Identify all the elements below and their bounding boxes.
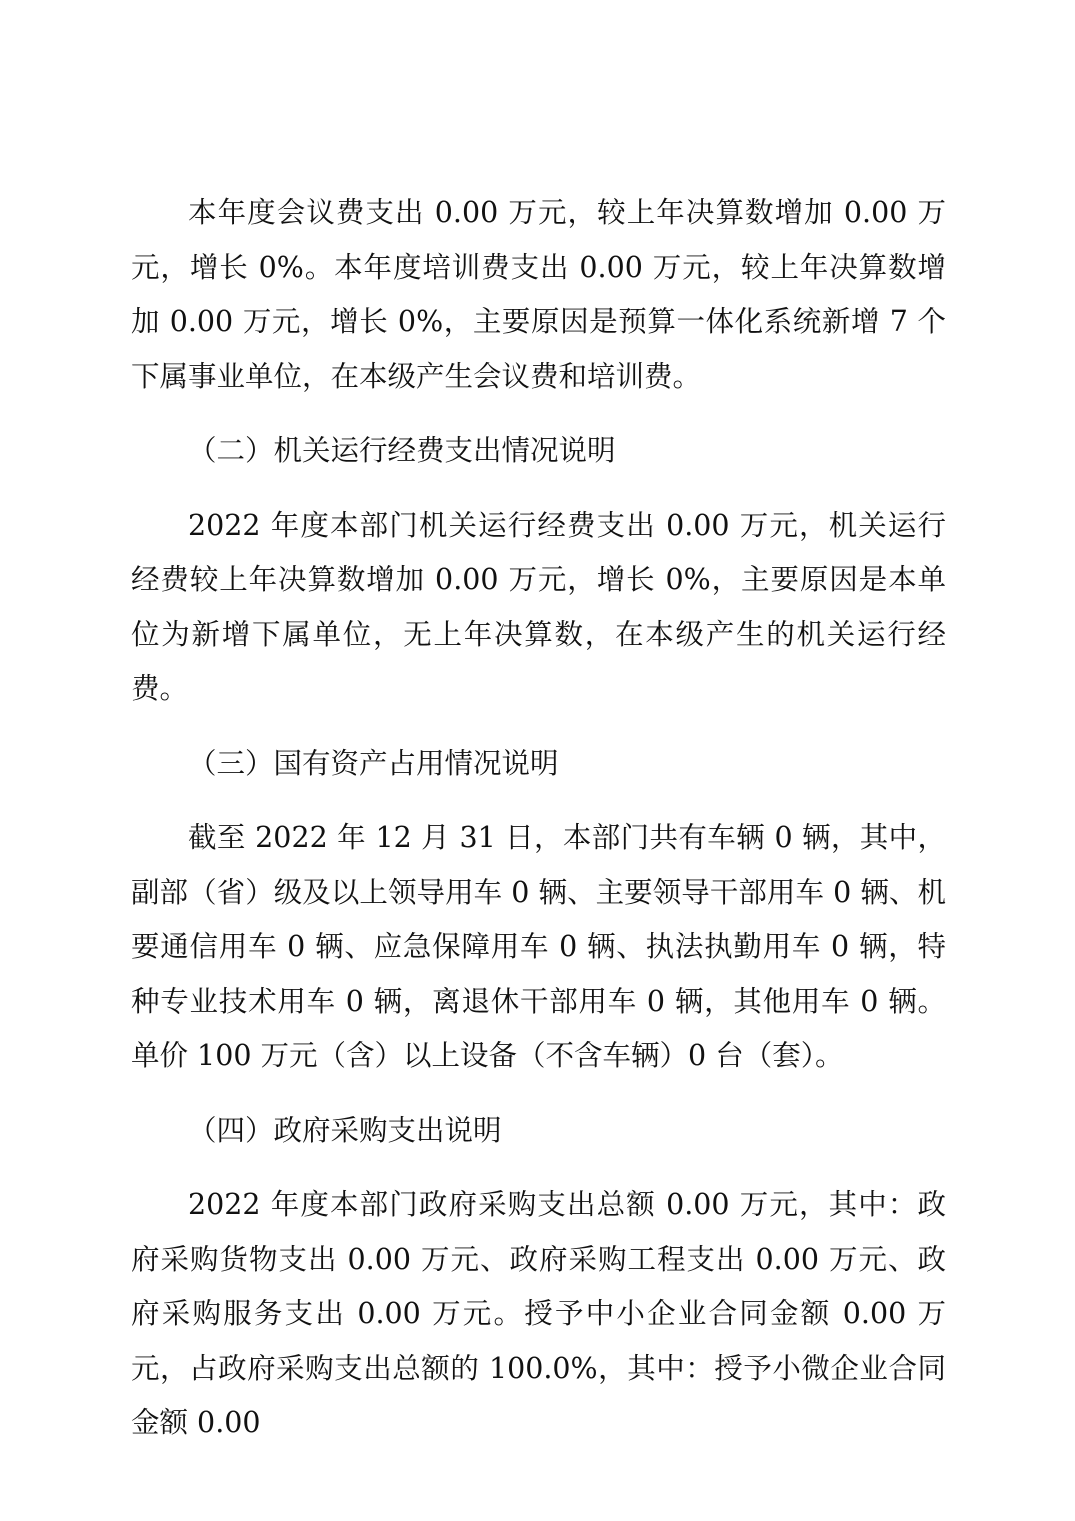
paragraph-meeting-training-expense: 本年度会议费支出 0.00 万元，较上年决算数增加 0.00 万元，增长 0%。本年度培训费支出 0.00 万元，较上年决算数增加 0.00 万元，增长 0%，主要原因是预算一体化系统新增 7 个下属事业单位，在本级产生会议费和培训费。	[131, 196, 946, 393]
section-heading-procurement: （四）政府采购支出说明	[188, 1113, 502, 1147]
document-body	[131, 186, 946, 1451]
section-heading-operating-expense: （二）机关运行经费支出情况说明	[188, 434, 616, 467]
paragraph-operating-expense: 2022 年度本部门机关运行经费支出 0.00 万元，机关运行经费较上年决算数增加 0.00 万元，增长 0%，主要原因是本单位为新增下属单位，无上年决算数，在本级产生的机关运行经费。	[131, 508, 946, 705]
paragraph-procurement: 2022 年度本部门政府采购支出总额 0.00 万元，其中：政府采购货物支出 0.00 万元、政府采购工程支出 0.00 万元、政府采购服务支出 0.00 万元。授予中小企业合同金额 0.00 万元，占政府采购支出总额的 100.0%，其中：授予小微企业合同金额 0.00	[131, 1188, 946, 1439]
paragraph-state-assets: 截至 2022 年 12 月 31 日，本部门共有车辆 0 辆，其中，副部（省）级及以上领导用车 0 辆、主要领导干部用车 0 辆、机要通信用车 0 辆、应急保障用车 0 辆、执法执勤用车 0 辆，特种专业技术用车 0 辆，离退休干部用车 0 辆，其他用车 0 辆。单价 100 万元（含）以上设备（不含车辆）0 台（套）。	[131, 821, 946, 1072]
section-heading-state-assets: （三）国有资产占用情况说明	[188, 746, 559, 780]
